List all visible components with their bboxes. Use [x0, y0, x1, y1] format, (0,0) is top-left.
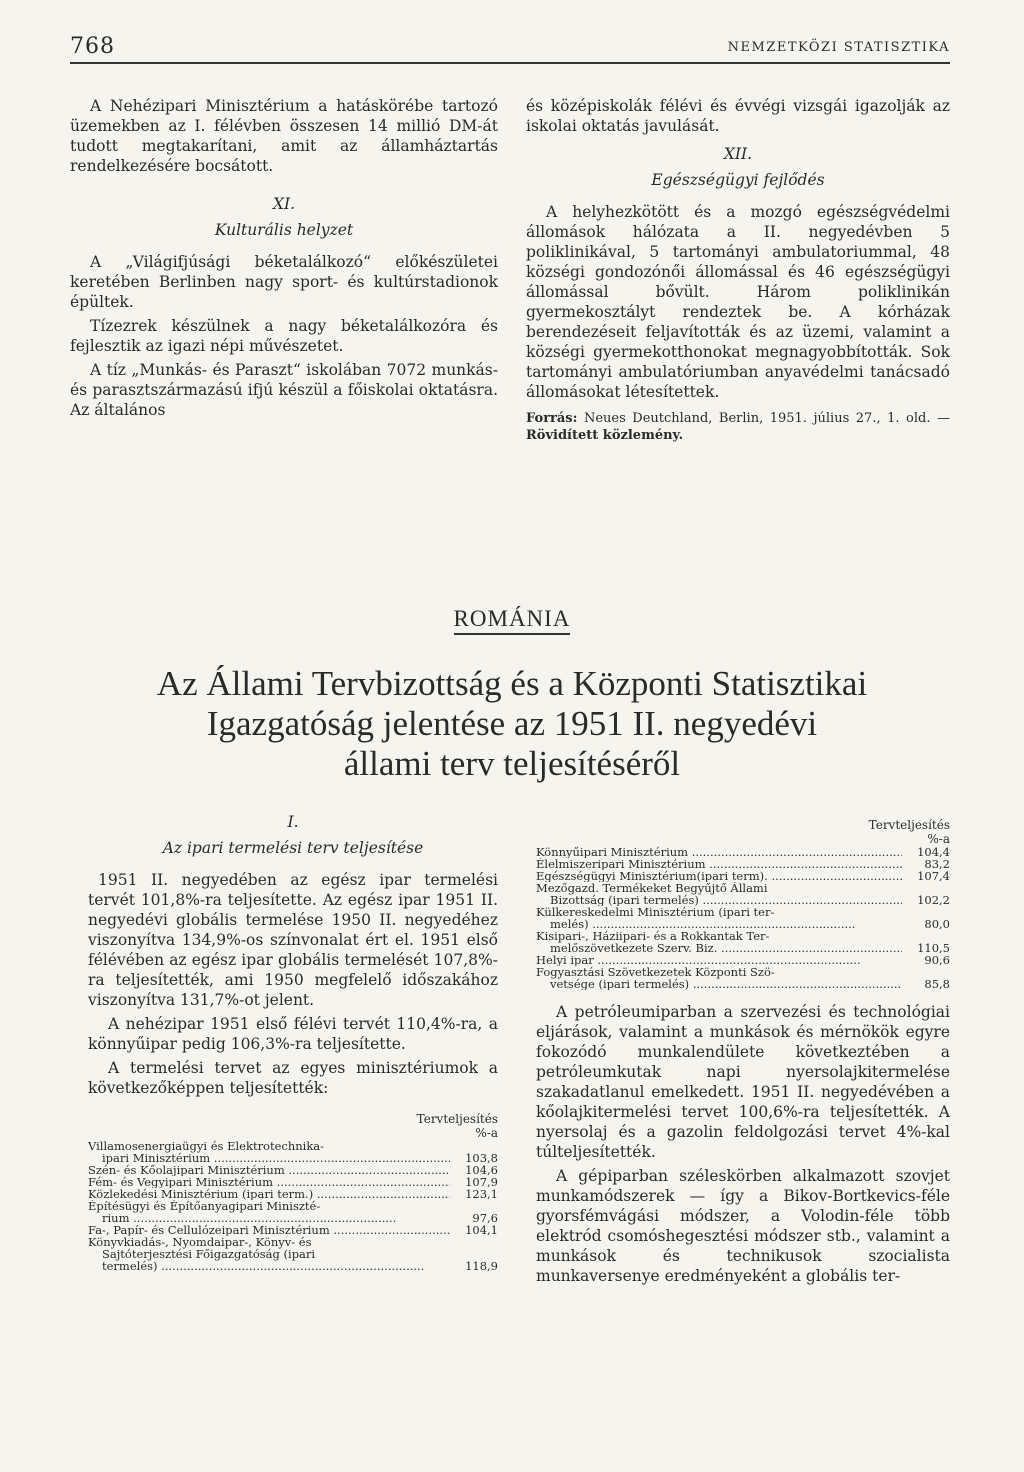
- table-header-unit: %-a: [475, 1126, 498, 1140]
- row-value: 80,0: [924, 917, 950, 931]
- source-remark: Rövidített közlemény.: [526, 428, 684, 443]
- row-value: 104,4: [917, 845, 950, 859]
- row-label-line: Villamosenergiaügyi és Elektrotechnika-: [88, 1140, 325, 1153]
- row-value: 102,2: [917, 893, 950, 907]
- plan-fulfilment-table: [88, 1112, 498, 1272]
- row-value: 83,2: [924, 857, 950, 871]
- row-label-line: Könnyűipari Minisztérium .....: [536, 846, 902, 858]
- paragraph: A nehézipar 1951 első félévi tervét 110,4%-ra, a könnyűipar pedig 106,3%-ra teljesítette.: [88, 1015, 498, 1053]
- row-label: [88, 1140, 450, 1164]
- header-rule: [70, 62, 950, 64]
- table-row: [536, 882, 950, 906]
- table-header: Tervteljesítés: [416, 1112, 498, 1126]
- journal-title: NEMZETKÖZI STATISZTIKA: [727, 40, 950, 55]
- row-label-line: Sajtóterjesztési Főigazgatóság (ipari: [102, 1247, 316, 1261]
- paragraph: A termelési tervet az egyes minisztériumok a következőképpen teljesítették:: [88, 1059, 498, 1097]
- row-label-line: Fogyasztási Szövetkezetek Központi Szö-: [536, 966, 775, 979]
- row-label-line: Bizottság (ipari termelés) .....: [536, 894, 902, 906]
- paragraph: A petróleumiparban a szervezési és technológiai eljárások, valamint a munkások és mérnökök egyre fokozódó munkalendülete következtében a petróleumkutak napi nyersolajkitermelése szakadatlanul emelkedett. 1951 II. negyedévében a kőolajkitermelési tervet 100,6%-ra teljesítették. A nyersolaj és a gazolin feldolgozási tervet 4%-kal túlteljesítették.: [536, 1003, 950, 1161]
- row-label: [536, 846, 902, 858]
- section-number: XII.: [723, 145, 753, 163]
- title-line: Igazgatóság jelentése az 1951 II. negyedévi: [206, 704, 818, 743]
- table-row: [536, 870, 950, 882]
- table-row: [88, 1164, 498, 1176]
- bottom-right-column: [536, 818, 950, 1290]
- row-value: 110,5: [917, 941, 950, 955]
- paragraph: 1951 II. negyedében az egész ipar termelési tervét 101,8%-ra teljesítette. Az egész ipar 1951 II. negyedévi globális termelése 1950 II. negyedéhez viszonyítva 134,9%-os színvonalat ért el. 1951 első félévében az egész ipar globális termelését 107,8%-ra teljesítették, ami 1950 megfelelő időszakához viszonyítva 131,7%-ot jelent.: [88, 871, 498, 1009]
- row-label-line: Külkereskedelmi Minisztérium (ipari ter-: [536, 906, 775, 919]
- paragraph: A tíz „Munkás- és Paraszt“ iskolában 7072 munkás- és parasztszármazású ifjú készül a főiskolai oktatásra. Az általános: [70, 361, 498, 419]
- row-label: [88, 1176, 450, 1188]
- row-label: [536, 966, 902, 990]
- section-number: I.: [287, 813, 299, 831]
- table-row: [88, 1176, 498, 1188]
- table-row: [536, 846, 950, 858]
- row-label-line: melőszövetkezete Szerv. Biz. .....: [536, 942, 902, 954]
- row-label-line: ipari Minisztérium .....: [88, 1152, 450, 1164]
- row-label-line: vetsége (ipari termelés) .....: [536, 978, 902, 990]
- paragraph: és középiskolák félévi és évvégi vizsgái igazolják az iskolai oktatás javulását.: [526, 97, 950, 135]
- row-label-line: Fa-, Papír- és Cellulózeipari Minisztérium .....: [88, 1224, 450, 1236]
- table-row: [536, 966, 950, 990]
- row-label-line: Helyi ipar .....: [536, 954, 861, 966]
- row-value: 85,8: [924, 977, 950, 991]
- page-header: [70, 34, 950, 58]
- row-value: 118,9: [465, 1259, 498, 1273]
- row-label: [88, 1224, 450, 1236]
- row-label-line: termelés) .....: [88, 1260, 450, 1272]
- table-row: [536, 906, 950, 930]
- row-label-line: Élelmiszeripari Minisztérium .....: [536, 858, 902, 870]
- paragraph: A „Világifjúsági béketalálkozó“ előkészületei keretében Berlinben nagy sport- és kultúrstadionok épültek.: [70, 253, 498, 311]
- country-heading: [0, 606, 1024, 632]
- row-label: [88, 1188, 450, 1200]
- row-label-line: Fém- és Vegyipari Minisztérium .....: [88, 1176, 450, 1188]
- table-row: [536, 858, 950, 870]
- row-label-line: Kisipari-, Háziipari- és a Rokkantak Ter-: [536, 930, 770, 943]
- plan-fulfilment-table: [536, 818, 950, 990]
- table-row: [536, 954, 950, 966]
- row-label-line: Szén- és Kőolajipari Minisztérium .....: [88, 1164, 450, 1176]
- source-label: Forrás:: [526, 411, 578, 426]
- row-value: 107,4: [917, 869, 950, 883]
- row-label: [536, 906, 902, 930]
- row-label: [536, 870, 902, 882]
- row-label-line: Közlekedési Minisztérium (ipari term.) .....: [88, 1188, 450, 1200]
- row-label: [536, 882, 902, 906]
- paragraph: Tízezrek készülnek a nagy béketalálkozóra és fejlesztik az igazi népi művészetet.: [70, 317, 498, 355]
- section-title: Kulturális helyzet: [214, 221, 354, 239]
- row-label-line: rium .....: [88, 1212, 450, 1224]
- top-right-column: [526, 96, 950, 444]
- section-title: Az ipari termelési terv teljesítése: [162, 839, 424, 857]
- row-label-line: Mezőgazd. Termékeket Begyűjtő Állami: [536, 882, 768, 895]
- row-label-line: Egészségügyi Minisztérium(ipari term). .....: [536, 870, 902, 882]
- row-value: 103,8: [465, 1151, 498, 1165]
- table-header-unit: %-a: [927, 832, 950, 846]
- row-value: 97,6: [472, 1211, 498, 1225]
- row-value: 107,9: [465, 1175, 498, 1189]
- section-number: XI.: [272, 195, 296, 213]
- row-label: [88, 1164, 450, 1176]
- top-left-column: [70, 96, 498, 424]
- row-value: 90,6: [924, 953, 950, 967]
- table-row: [88, 1188, 498, 1200]
- paragraph: A Nehézipari Minisztérium a hatáskörébe tartozó üzemekben az I. félévben összesen 14 millió DM-át tudott megtakarítani, amit az államháztartás rendelkezésére bocsátott.: [70, 97, 498, 175]
- table-row: [88, 1140, 498, 1164]
- row-value: 123,1: [465, 1187, 498, 1201]
- row-value: 104,1: [465, 1223, 498, 1237]
- paragraph: A helyhezkötött és a mozgó egészségvédelmi állomások hálózata a II. negyedévben 5 poliklinikával, 5 tartományi ambulatoriummal, 48 községi gondozónői állomással és 46 egészségügyi állomással bővült. Három poliklinikán gyermekosztályt rendeztek be. A kórházak berendezéseit feljavították és az üzemi, valamint a községi gyermekotthonokat megnagyobbították. Sok tartományi ambulatóriumban anyavédelmi tanácsadó állomásokat létesítettek.: [526, 203, 950, 401]
- paragraph: A gépiparban széleskörben alkalmazott szovjet munkamódszerek — így a Bikov-Bortkevics-féle gyorsfémvágási módszer, a Volodin-féle több elektród csomóshegesztési módszer stb., valamint a munkások és technikusok szocialista munkaversenye eredményeként a globális ter-: [536, 1167, 950, 1285]
- table-row: [88, 1224, 498, 1236]
- row-label: [536, 930, 902, 954]
- row-value: 104,6: [465, 1163, 498, 1177]
- table-row: [536, 930, 950, 954]
- page-number: 768: [70, 34, 115, 59]
- row-label: [88, 1236, 450, 1272]
- row-label: [536, 954, 902, 966]
- row-label-line: Építésügyi és Építőanyagipari Miniszté-: [88, 1200, 321, 1213]
- row-label-line: melés) .....: [536, 918, 902, 930]
- table-header: Tervteljesítés: [868, 818, 950, 832]
- article-title: [100, 664, 924, 784]
- table-row: [88, 1236, 498, 1272]
- row-label: [88, 1200, 450, 1224]
- bottom-left-column: [88, 812, 498, 1284]
- row-label-line: Könyvkiadás-, Nyomdaipar-, Könyv- és: [88, 1236, 312, 1249]
- source-note: [526, 410, 950, 444]
- source-text: Neues Deutchland, Berlin, 1951. július 27., 1. old. —: [583, 411, 950, 426]
- section-title: Egészségügyi fejlődés: [651, 171, 825, 189]
- title-line: állami terv teljesítéséről: [343, 744, 681, 783]
- table-row: [88, 1200, 498, 1224]
- country-name: ROMÁNIA: [454, 606, 571, 635]
- title-line: Az Állami Tervbizottság és a Központi Statisztikai: [156, 664, 868, 703]
- row-label: [536, 858, 902, 870]
